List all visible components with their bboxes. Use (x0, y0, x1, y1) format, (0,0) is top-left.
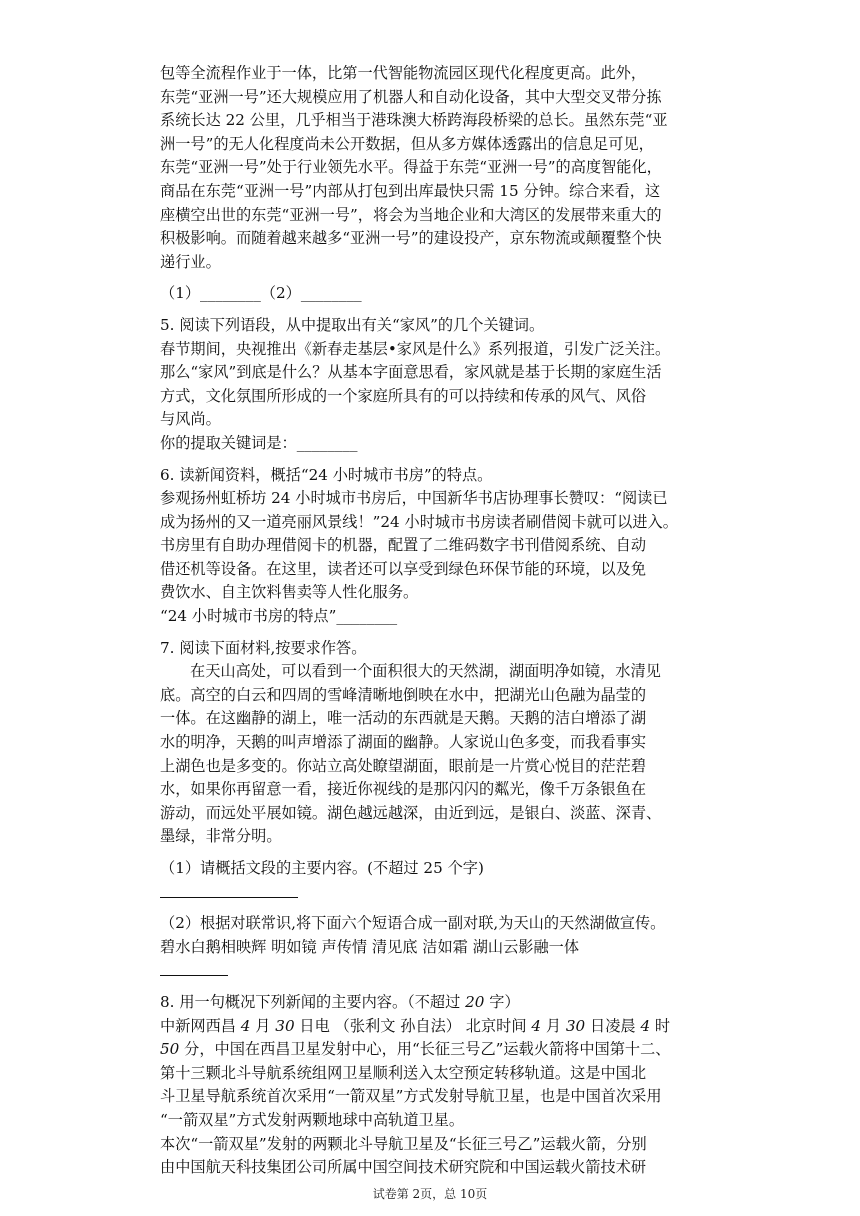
question-title: 8. 用一句概况下列新闻的主要内容。（不超过 20 字） (160, 992, 520, 1011)
passage-line: 包等全流程作业于一体，比第一代智能物流园区现代化程度更高。此外， (160, 64, 646, 82)
passage-line: 东莞“亚洲一号”处于行业领先水平。得益于东莞“亚洲一号”的高度智能化， (160, 158, 662, 177)
q7-sub1-answer[interactable] (160, 881, 740, 905)
passage-line: 东莞“亚洲一号”还大规模应用了机器人和自动化设备，其中大型交叉带分拣 (160, 87, 662, 106)
question-text-line: 水的明净，天鹅的叫声增添了湖面的幽静。人家说山色多变，而我看事实 (160, 733, 646, 752)
question-text-line: 在天山高处，可以看到一个面积很大的天然湖，湖面明净如镜，水清见 (190, 662, 661, 681)
q7-sub2: （2）根据对联常识,将下面六个短语合成一副对联,为天山的天然湖做宣传。 (160, 914, 666, 933)
q5-answer-blank[interactable]: 你的提取关键词是：________ (160, 433, 358, 452)
question-text-line: 游动，而远处平展如镜。湖色越远越深，由近到远，是银白、淡蓝、深青、 (160, 803, 662, 822)
question-text-line: 斗卫星导航系统首次采用“一箭双星”方式发射导航卫星，也是中国首次采用 (160, 1087, 662, 1106)
passage-line: 商品在东莞“亚洲一号”内部从打包到出库最快只需 15 分钟。综合来看，这 (160, 181, 661, 200)
question-text-line: 水，如果你再留意一看，接近你视线的是那闪闪的粼光，像千万条银鱼在 (160, 780, 646, 799)
question-text-line: 方式，文化氛围所形成的一个家庭所具有的可以持续和传承的风气、风俗 (160, 386, 646, 405)
question-text-line: 费饮水、自主饮料售卖等人性化服务。 (160, 583, 419, 602)
question-title: 6. 读新闻资料，概括“24 小时城市书房”的特点。 (160, 465, 493, 484)
question-text-line: 墨绿，非常分明。 (160, 827, 282, 846)
question-title: 5. 阅读下列语段，从中提取出有关“家风”的几个关键词。 (160, 315, 545, 334)
passage-line: 座横空出世的东莞“亚洲一号”，将会为当地企业和大湾区的发展带来重大的 (160, 205, 662, 224)
question-text-line: 一体。在这幽静的湖上，唯一活动的东西就是天鹅。天鹅的洁白增添了湖 (160, 709, 646, 728)
question-text-line: 第十三颗北斗导航系统组网卫星顺利送入太空预定转移轨道。这是中国北 (160, 1063, 646, 1082)
q7-sub1: （1）请概括文段的主要内容。(不超过 25 个字) (160, 859, 484, 877)
passage-line: 积极影响。而随着越来越多“亚洲一号”的建设投产，京东物流或颠覆整个快 (160, 229, 662, 248)
question-title: 7. 阅读下面材料,按要求作答。 (160, 638, 367, 657)
question-text-line: 参观扬州虹桥坊 24 小时城市书房后，中国新华书店协理事长赞叹：“阅读已 (160, 489, 668, 508)
question-6 (160, 464, 740, 629)
question-text-line: 50 分，中国在西昌卫星发射中心，用“长征三号乙”运载火箭将中国第十二、 (160, 1040, 671, 1059)
passage-top (160, 62, 740, 274)
question-text-line: 由中国航天科技集团公司所属中国空间技术研究院和中国运载火箭技术研 (160, 1158, 646, 1177)
passage-line: 系统长达 22 公里，几乎相当于港珠澳大桥跨海段桥梁的总长。虽然东莞“亚 (160, 111, 668, 130)
question-8 (160, 991, 740, 1180)
question-text-line: 上湖色也是多变的。你站立高处瞭望湖面，眼前是一片赏心悦目的茫茫碧 (160, 756, 646, 775)
question-5 (160, 314, 740, 456)
q7-phrases: 碧水白鹅相映辉 明如镜 声传情 清见底 洁如霜 湖山云影融一体 (160, 937, 580, 956)
q4-answer-blank[interactable]: （1）________（2）________ (160, 284, 362, 303)
passage-line: 递行业。 (160, 252, 221, 271)
question-text-line: 与风尚。 (160, 410, 221, 429)
question-text-line: 成为扬州的又一道亮丽风景线！”24 小时城市书房读者刷借阅卡就可以进入。 (160, 512, 678, 531)
question-text-line: 借还机等设备。在这里，读者还可以享受到绿色环保节能的环境，以及免 (160, 559, 646, 578)
question-text-line: 春节期间，央视推出《新春走基层•家风是什么》系列报道，引发广泛关注。 (160, 339, 671, 358)
question-text-line: “一箭双星”方式发射两颗地球中高轨道卫星。 (160, 1110, 465, 1129)
q7-sub2-answer[interactable] (160, 959, 740, 983)
question-text-line: 中新网西昌 4 月 30 日电 （张利文 孙自法） 北京时间 4 月 30 日凌晨 4 时 (160, 1016, 671, 1035)
passage-line: 洲一号”的无人化程度尚未公开数据，但从多方媒体透露出的信息足可见， (160, 134, 654, 153)
question-text-line: 书房里有自助办理借阅卡的机器，配置了二维码数字书刊借阅系统、自动 (160, 536, 646, 555)
question-text-line: 那么“家风”到底是什么？从基本字面意思看，家风就是基于长期的家庭生活 (160, 363, 662, 382)
question-7 (160, 637, 740, 983)
q6-answer-blank[interactable]: “24 小时城市书房的特点”________ (160, 607, 398, 626)
question-text-line: 本次“一箭双星”发射的两颗北斗导航卫星及“长征三号乙”运载火箭，分别 (160, 1134, 647, 1153)
question-text-line: 底。高空的白云和四周的雪峰清晰地倒映在水中，把湖光山色融为晶莹的 (160, 685, 646, 704)
page-footer: 试卷第 2页，总 10页 (372, 1187, 488, 1201)
exam-page (160, 62, 740, 1180)
